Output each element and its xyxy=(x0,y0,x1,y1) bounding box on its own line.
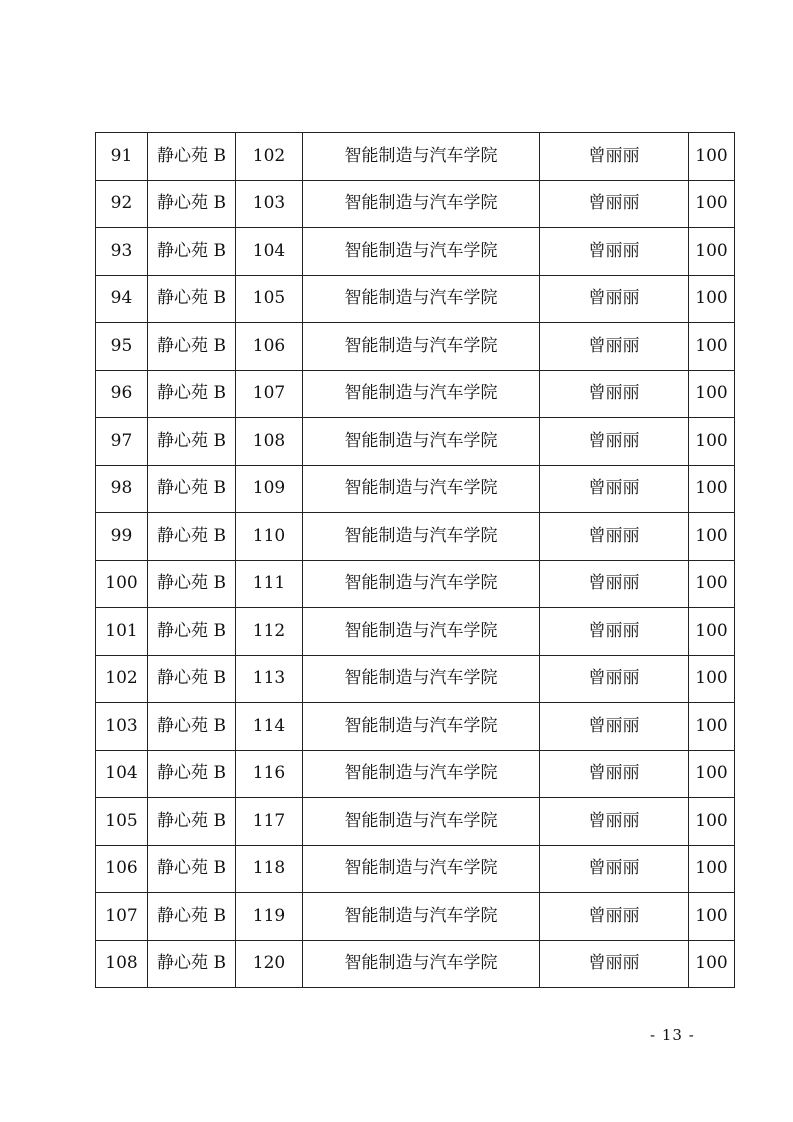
table-row xyxy=(96,798,735,846)
score-cell: 100 xyxy=(689,798,735,846)
seq-cell: 91 xyxy=(96,133,148,181)
table-row xyxy=(96,608,735,656)
building-cell: 静心苑 B xyxy=(148,323,236,371)
seq-cell: 97 xyxy=(96,418,148,466)
college-cell: 智能制造与汽车学院 xyxy=(303,228,540,276)
building-cell: 静心苑 B xyxy=(148,133,236,181)
table-row xyxy=(96,845,735,893)
room-cell: 109 xyxy=(236,465,303,513)
counselor-cell: 曾丽丽 xyxy=(540,180,689,228)
room-cell: 102 xyxy=(236,133,303,181)
college-cell: 智能制造与汽车学院 xyxy=(303,418,540,466)
seq-cell: 95 xyxy=(96,323,148,371)
building-cell: 静心苑 B xyxy=(148,370,236,418)
score-cell: 100 xyxy=(689,655,735,703)
counselor-cell: 曾丽丽 xyxy=(540,703,689,751)
college-cell: 智能制造与汽车学院 xyxy=(303,513,540,561)
table-row xyxy=(96,465,735,513)
counselor-cell: 曾丽丽 xyxy=(540,798,689,846)
table-row xyxy=(96,323,735,371)
seq-cell: 98 xyxy=(96,465,148,513)
page-number: - 13 - xyxy=(650,1026,695,1044)
table-row xyxy=(96,228,735,276)
room-cell: 110 xyxy=(236,513,303,561)
building-cell: 静心苑 B xyxy=(148,655,236,703)
counselor-cell: 曾丽丽 xyxy=(540,418,689,466)
room-cell: 119 xyxy=(236,893,303,941)
seq-cell: 93 xyxy=(96,228,148,276)
counselor-cell: 曾丽丽 xyxy=(540,608,689,656)
room-cell: 104 xyxy=(236,228,303,276)
room-cell: 106 xyxy=(236,323,303,371)
table-row xyxy=(96,370,735,418)
room-cell: 117 xyxy=(236,798,303,846)
counselor-cell: 曾丽丽 xyxy=(540,940,689,988)
score-cell: 100 xyxy=(689,893,735,941)
room-cell: 108 xyxy=(236,418,303,466)
score-cell: 100 xyxy=(689,608,735,656)
seq-cell: 108 xyxy=(96,940,148,988)
seq-cell: 101 xyxy=(96,608,148,656)
seq-cell: 104 xyxy=(96,750,148,798)
building-cell: 静心苑 B xyxy=(148,940,236,988)
counselor-cell: 曾丽丽 xyxy=(540,323,689,371)
counselor-cell: 曾丽丽 xyxy=(540,465,689,513)
counselor-cell: 曾丽丽 xyxy=(540,655,689,703)
seq-cell: 102 xyxy=(96,655,148,703)
building-cell: 静心苑 B xyxy=(148,275,236,323)
building-cell: 静心苑 B xyxy=(148,418,236,466)
college-cell: 智能制造与汽车学院 xyxy=(303,275,540,323)
counselor-cell: 曾丽丽 xyxy=(540,370,689,418)
building-cell: 静心苑 B xyxy=(148,703,236,751)
room-cell: 113 xyxy=(236,655,303,703)
seq-cell: 103 xyxy=(96,703,148,751)
room-cell: 103 xyxy=(236,180,303,228)
table-row xyxy=(96,180,735,228)
building-cell: 静心苑 B xyxy=(148,513,236,561)
counselor-cell: 曾丽丽 xyxy=(540,750,689,798)
score-cell: 100 xyxy=(689,703,735,751)
seq-cell: 92 xyxy=(96,180,148,228)
score-cell: 100 xyxy=(689,133,735,181)
building-cell: 静心苑 B xyxy=(148,750,236,798)
score-cell: 100 xyxy=(689,940,735,988)
seq-cell: 94 xyxy=(96,275,148,323)
college-cell: 智能制造与汽车学院 xyxy=(303,655,540,703)
table-row xyxy=(96,560,735,608)
score-cell: 100 xyxy=(689,418,735,466)
college-cell: 智能制造与汽车学院 xyxy=(303,180,540,228)
seq-cell: 107 xyxy=(96,893,148,941)
college-cell: 智能制造与汽车学院 xyxy=(303,608,540,656)
table-row xyxy=(96,750,735,798)
score-cell: 100 xyxy=(689,845,735,893)
counselor-cell: 曾丽丽 xyxy=(540,560,689,608)
college-cell: 智能制造与汽车学院 xyxy=(303,940,540,988)
college-cell: 智能制造与汽车学院 xyxy=(303,703,540,751)
score-cell: 100 xyxy=(689,560,735,608)
score-cell: 100 xyxy=(689,370,735,418)
room-cell: 120 xyxy=(236,940,303,988)
counselor-cell: 曾丽丽 xyxy=(540,275,689,323)
table-row xyxy=(96,133,735,181)
college-cell: 智能制造与汽车学院 xyxy=(303,560,540,608)
table-row xyxy=(96,418,735,466)
table-row xyxy=(96,893,735,941)
room-cell: 112 xyxy=(236,608,303,656)
room-cell: 107 xyxy=(236,370,303,418)
table-row xyxy=(96,655,735,703)
building-cell: 静心苑 B xyxy=(148,228,236,276)
table-body xyxy=(96,133,735,988)
counselor-cell: 曾丽丽 xyxy=(540,228,689,276)
building-cell: 静心苑 B xyxy=(148,798,236,846)
seq-cell: 105 xyxy=(96,798,148,846)
seq-cell: 100 xyxy=(96,560,148,608)
college-cell: 智能制造与汽车学院 xyxy=(303,750,540,798)
seq-cell: 99 xyxy=(96,513,148,561)
building-cell: 静心苑 B xyxy=(148,560,236,608)
score-cell: 100 xyxy=(689,180,735,228)
score-cell: 100 xyxy=(689,750,735,798)
college-cell: 智能制造与汽车学院 xyxy=(303,893,540,941)
room-cell: 105 xyxy=(236,275,303,323)
college-cell: 智能制造与汽车学院 xyxy=(303,133,540,181)
college-cell: 智能制造与汽车学院 xyxy=(303,465,540,513)
seq-cell: 96 xyxy=(96,370,148,418)
table-row xyxy=(96,703,735,751)
score-cell: 100 xyxy=(689,275,735,323)
college-cell: 智能制造与汽车学院 xyxy=(303,323,540,371)
building-cell: 静心苑 B xyxy=(148,608,236,656)
score-cell: 100 xyxy=(689,228,735,276)
building-cell: 静心苑 B xyxy=(148,845,236,893)
table-row xyxy=(96,940,735,988)
counselor-cell: 曾丽丽 xyxy=(540,133,689,181)
college-cell: 智能制造与汽车学院 xyxy=(303,370,540,418)
table-row xyxy=(96,513,735,561)
room-cell: 118 xyxy=(236,845,303,893)
college-cell: 智能制造与汽车学院 xyxy=(303,798,540,846)
room-cell: 114 xyxy=(236,703,303,751)
score-cell: 100 xyxy=(689,513,735,561)
counselor-cell: 曾丽丽 xyxy=(540,893,689,941)
building-cell: 静心苑 B xyxy=(148,893,236,941)
score-cell: 100 xyxy=(689,465,735,513)
seq-cell: 106 xyxy=(96,845,148,893)
score-cell: 100 xyxy=(689,323,735,371)
dormitory-score-table xyxy=(95,132,735,988)
college-cell: 智能制造与汽车学院 xyxy=(303,845,540,893)
room-cell: 116 xyxy=(236,750,303,798)
building-cell: 静心苑 B xyxy=(148,465,236,513)
room-cell: 111 xyxy=(236,560,303,608)
counselor-cell: 曾丽丽 xyxy=(540,845,689,893)
building-cell: 静心苑 B xyxy=(148,180,236,228)
table-row xyxy=(96,275,735,323)
counselor-cell: 曾丽丽 xyxy=(540,513,689,561)
